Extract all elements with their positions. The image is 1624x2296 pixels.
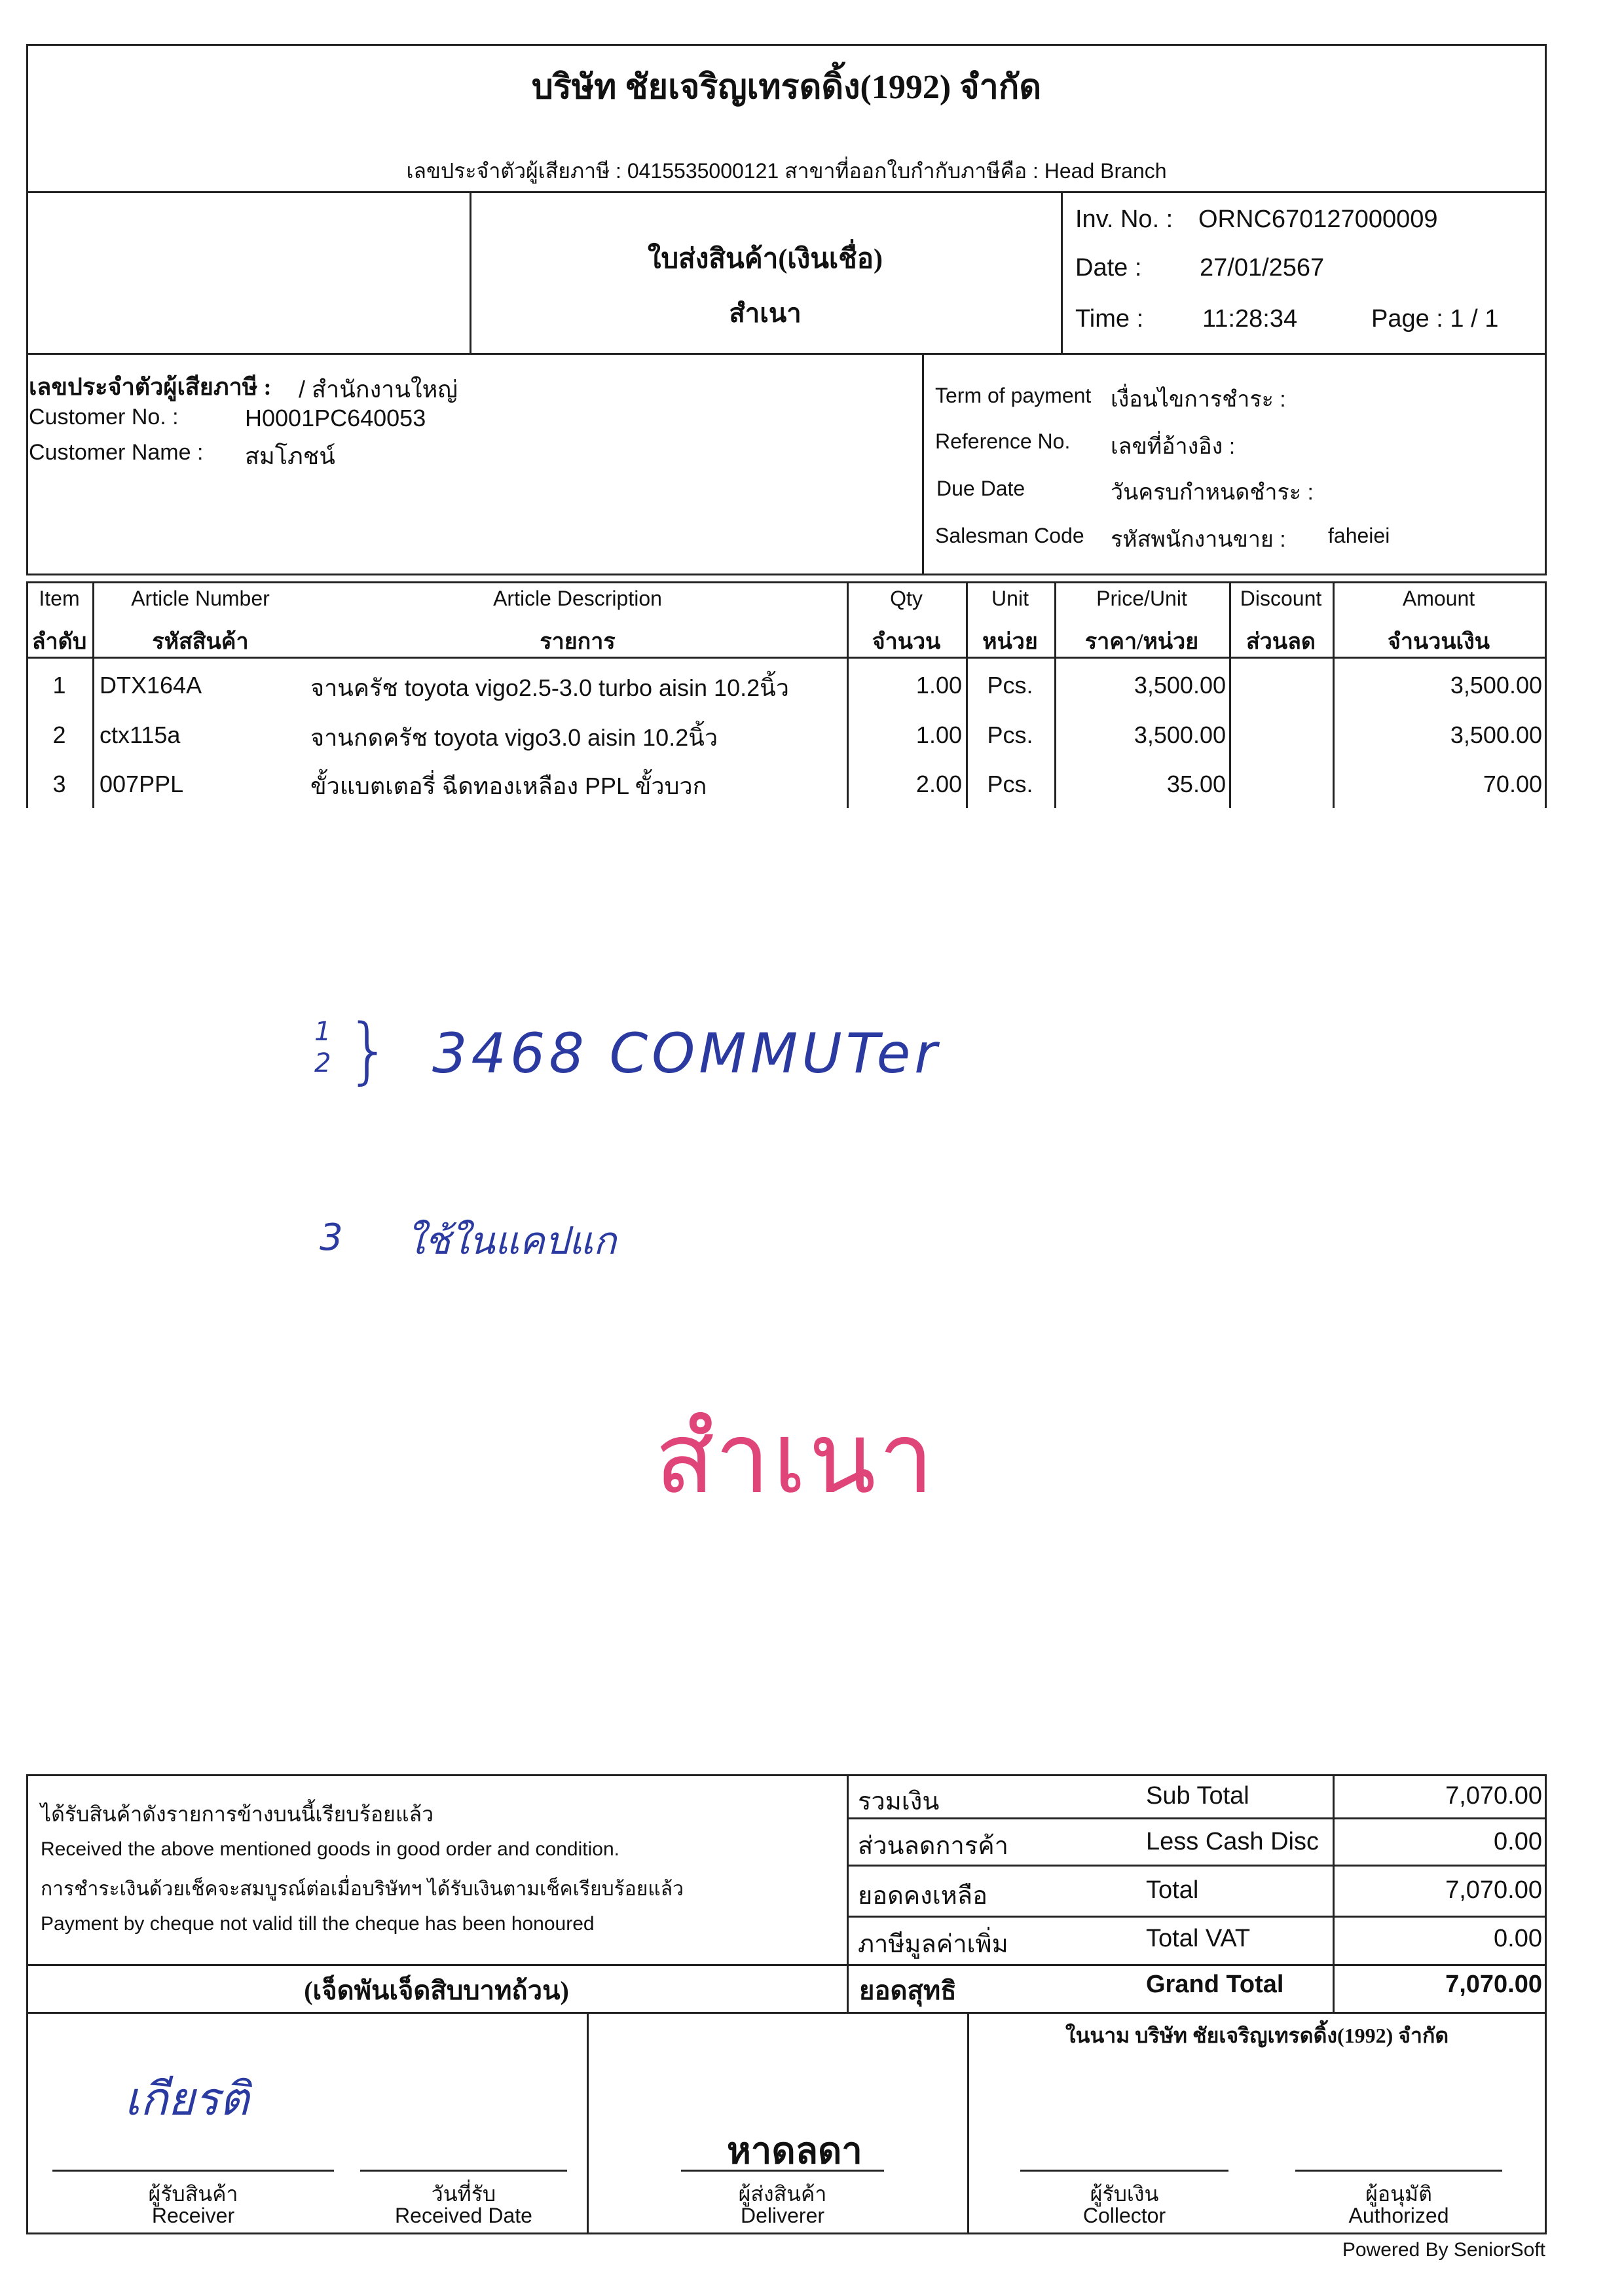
col-divider-item: [92, 581, 94, 808]
company-name: บริษัท ชัยเจริญเทรดดิ้ง(1992) จำกัด: [531, 69, 1042, 106]
th-unit-th: หน่วย: [982, 630, 1038, 654]
customer-name-value: สมโภชน์: [245, 443, 335, 469]
row2-desc: จานกดครัช toyota vigo3.0 aisin 10.2นิ้ว: [310, 724, 718, 751]
sig-line-authorized: [1295, 2170, 1502, 2172]
sig-receiver-th: ผู้รับสินค้า: [148, 2182, 238, 2206]
table-right-edge: [1545, 659, 1547, 808]
total-label-th: ยอดคงเหลือ: [858, 1882, 987, 1910]
th-description: Article Description: [493, 587, 662, 610]
row3-code: 007PPL: [100, 771, 184, 797]
due-label: Due Date: [936, 477, 1025, 500]
sig-line-collector: [1020, 2170, 1228, 2172]
row1-unit: Pcs.: [987, 672, 1033, 699]
copy-stamp: สำเนา: [655, 1402, 936, 1516]
sig-deliverer-th: ผู้ส่งสินค้า: [738, 2182, 827, 2206]
row3-price: 35.00: [1166, 771, 1226, 797]
subtotal-label-en: Sub Total: [1146, 1782, 1249, 1810]
totals-sep-1: [847, 1817, 1547, 1819]
th-article-number-th: รหัสสินค้า: [152, 630, 249, 654]
sig-line-receiver: [52, 2170, 334, 2172]
doc-copy-label: สำเนา: [729, 299, 802, 328]
th-item: Item: [39, 587, 80, 610]
on-behalf-label: ในนาม บริษัท ชัยเจริญเทรดดิ้ง(1992) จำกัด: [1065, 2024, 1449, 2047]
totals-sep-3: [847, 1916, 1547, 1918]
handwritten-note-1: 3468 COMMUTer: [432, 1021, 941, 1085]
row2-item: 2: [52, 721, 66, 748]
row2-qty: 1.00: [915, 721, 962, 748]
row1-desc: จานครัช toyota vigo2.5-3.0 turbo aisin 10.2นิ้ว: [310, 674, 789, 701]
term-label: Term of payment: [935, 384, 1092, 407]
customer-no-label: Customer No. :: [29, 405, 179, 429]
row1-code: DTX164A: [100, 672, 202, 699]
powered-by: Powered By SeniorSoft: [1342, 2239, 1545, 2261]
footer-note-2: Received the above mentioned goods in good order and condition.: [41, 1838, 619, 1860]
sig-date-en: Received Date: [395, 2204, 532, 2227]
th-unit: Unit: [991, 587, 1029, 610]
total-value: 7,070.00: [1445, 1876, 1542, 1904]
amount-in-words: (เจ็ดพันเจ็ดสิบบาทถ้วน): [304, 1976, 569, 2005]
sig-receiver-en: Receiver: [151, 2204, 235, 2227]
time-label: Time :: [1075, 305, 1144, 333]
sig-deliverer-en: Deliverer: [740, 2204, 825, 2227]
row1-qty: 1.00: [915, 672, 962, 699]
due-label-th: วันครบกำหนดชำระ :: [1111, 480, 1314, 505]
th-price: Price/Unit: [1096, 587, 1187, 610]
handwritten-note-2: ใช้ในแคปแก: [406, 1218, 617, 1263]
row1-price: 3,500.00: [1134, 672, 1226, 699]
handwritten-brace: }: [346, 1008, 392, 1092]
th-amount: Amount: [1402, 587, 1475, 610]
sig-date-th: วันที่รับ: [431, 2182, 496, 2206]
sig-line-date: [360, 2170, 567, 2172]
date-label: Date :: [1075, 254, 1142, 282]
title-divider-2: [1061, 191, 1063, 355]
receiver-signature: เกียรติ: [124, 2072, 249, 2126]
page-indicator: Page : 1 / 1: [1371, 305, 1499, 333]
term-label-th: เงื่อนไขการชำระ :: [1111, 387, 1286, 412]
sig-authorized-en: Authorized: [1348, 2204, 1449, 2227]
col-divider-price: [1229, 581, 1231, 808]
salesman-label-th: รหัสพนักงานขาย :: [1111, 527, 1286, 552]
inv-no-value: ORNC670127000009: [1198, 206, 1438, 233]
signature-divider-1: [587, 2012, 589, 2234]
footer-note-3: การชำระเงินด้วยเช็คจะสมบูรณ์ต่อเมื่อบริษัทฯ ได้รับเงินตามเช็คเรียบร้อยแล้ว: [41, 1878, 684, 1900]
row2-amount: 3,500.00: [1450, 721, 1542, 748]
vat-label-th: ภาษีมูลค่าเพิ่ม: [858, 1931, 1008, 1958]
subtotal-value: 7,070.00: [1445, 1782, 1542, 1810]
vat-label-en: Total VAT: [1146, 1925, 1251, 1952]
row3-desc: ขั้วแบตเตอรี่ ฉีดทองเหลือง PPL ขั้วบวก: [310, 773, 707, 799]
disc-label-en: Less Cash Disc: [1146, 1828, 1319, 1855]
handwritten-item-numbers: 1 2: [314, 1017, 331, 1078]
th-description-th: รายการ: [540, 630, 616, 654]
date-value: 27/01/2567: [1200, 254, 1325, 282]
footer-divider-notes: [847, 1774, 849, 2014]
total-label-en: Total: [1146, 1876, 1199, 1904]
sig-collector-th: ผู้รับเงิน: [1090, 2182, 1159, 2206]
totals-sep-4: [26, 1964, 1547, 1966]
row3-item: 3: [52, 771, 66, 797]
row2-price: 3,500.00: [1134, 721, 1226, 748]
sig-authorized-th: ผู้อนุมัติ: [1365, 2182, 1432, 2206]
customer-divider: [922, 353, 924, 575]
th-discount: Discount: [1240, 587, 1322, 610]
footer-note-4: Payment by cheque not valid till the cheque has been honoured: [41, 1913, 595, 1935]
handwritten-note-2-number: 3: [320, 1216, 343, 1259]
doc-title: ใบส่งสินค้า(เงินเชื่อ): [648, 244, 883, 274]
vat-value: 0.00: [1494, 1925, 1542, 1952]
row2-unit: Pcs.: [987, 721, 1033, 748]
row2-code: ctx115a: [100, 721, 181, 748]
salesman-label: Salesman Code: [935, 524, 1084, 547]
row3-qty: 2.00: [915, 771, 962, 797]
footer-note-1: ได้รับสินค้าดังรายการข้างบนนี้เรียบร้อยแล้ว: [41, 1802, 434, 1826]
th-amount-th: จำนวนเงิน: [1387, 630, 1490, 654]
salesman-value: faheiei: [1328, 524, 1390, 547]
company-tax-line: เลขประจำตัวผู้เสียภาษี : 0415535000121 สาขาที่ออกใบกำกับภาษีคือ : Head Branch: [406, 159, 1167, 183]
row3-amount: 70.00: [1483, 771, 1542, 797]
time-value: 11:28:34: [1202, 305, 1298, 333]
subtotal-label-th: รวมเงิน: [858, 1788, 940, 1815]
disc-label-th: ส่วนลดการค้า: [858, 1832, 1008, 1860]
th-price-th: ราคา/หน่วย: [1084, 630, 1199, 654]
th-qty: Qty: [890, 587, 923, 610]
row3-unit: Pcs.: [987, 771, 1033, 797]
th-article-number: Article Number: [131, 587, 270, 610]
grand-total-value: 7,070.00: [1445, 1971, 1542, 1998]
row1-amount: 3,500.00: [1450, 672, 1542, 699]
grand-total-label-en: Grand Total: [1146, 1971, 1284, 1998]
customer-no-value: H0001PC640053: [245, 405, 426, 431]
row1-item: 1: [52, 672, 66, 699]
customer-tax-label: เลขประจำตัวผู้เสียภาษี :: [29, 374, 272, 400]
th-discount-th: ส่วนลด: [1246, 630, 1316, 654]
th-item-th: ลำดับ: [31, 630, 87, 654]
ref-label: Reference No.: [935, 429, 1071, 453]
inv-no-label: Inv. No. :: [1075, 206, 1173, 233]
sig-collector-en: Collector: [1082, 2204, 1166, 2227]
sig-line-deliverer: [681, 2170, 884, 2172]
th-qty-th: จำนวน: [872, 630, 941, 654]
ref-label-th: เลขที่อ้างอิง :: [1111, 434, 1236, 459]
customer-name-label: Customer Name :: [29, 440, 204, 465]
grand-total-label-th: ยอดสุทธิ: [859, 1976, 957, 2005]
deliverer-signature: หาดลดา: [727, 2130, 862, 2171]
disc-value: 0.00: [1494, 1828, 1542, 1855]
customer-tax-value: / สำนักงานใหญ่: [299, 376, 458, 403]
